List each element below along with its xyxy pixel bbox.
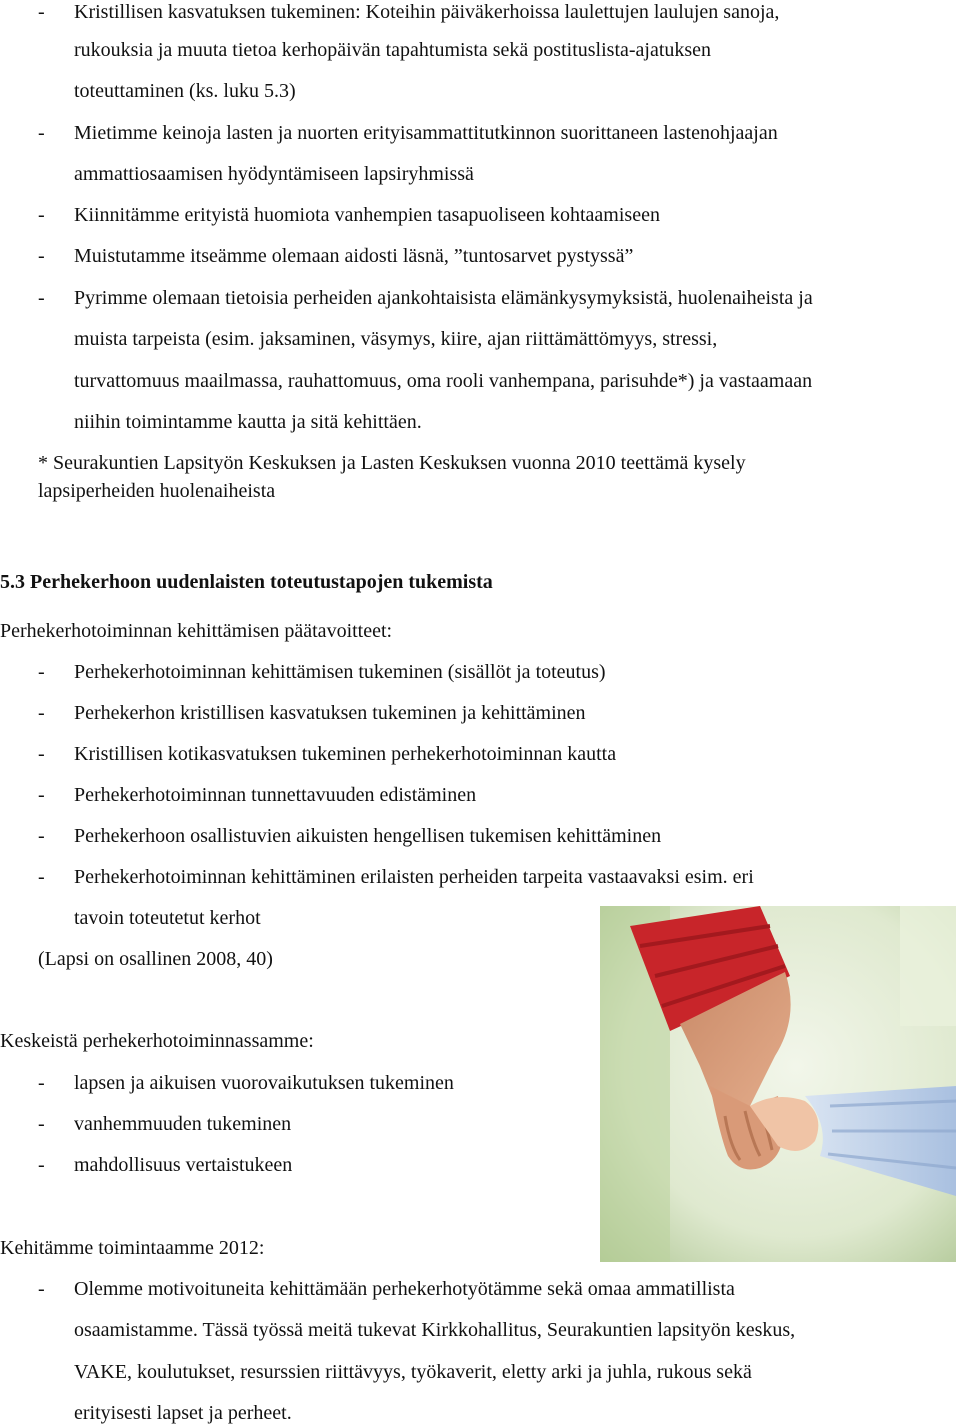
list-dash: - [38,661,45,683]
list-dash: - [38,702,45,724]
list-text: Perhekerhotoiminnan kehittäminen erilaisten perheiden tarpeita vastaavaksi esim. eri [74,866,754,888]
list-text: Muistutamme itseämme olemaan aidosti läsnä, ”tuntosarvet pystyssä” [74,245,634,267]
list-text: Perhekerhotoiminnan tunnettavuuden edistäminen [74,784,477,806]
holding-hands-photo [600,906,956,1262]
list-dash: - [38,245,45,267]
hands-illustration [600,906,956,1262]
list-text: Kiinnitämme erityistä huomiota vanhempien tasapuoliseen kohtaamiseen [74,204,660,226]
list-dash: - [38,1278,45,1300]
list-text: mahdollisuus vertaistukeen [74,1154,293,1176]
list-dash: - [38,743,45,765]
development-heading: Kehitämme toimintaamme 2012: [0,1237,265,1259]
list-dash: - [38,1154,45,1176]
list-text: Pyrimme olemaan tietoisia perheiden ajankohtaisista elämänkysymyksistä, huolenaiheista ja [74,287,813,309]
text-line: muista tarpeista (esim. jaksaminen, väsymys, kiire, ajan riittämättömyys, stressi, [74,328,718,350]
text-line: rukouksia ja muuta tietoa kerhopäivän tapahtumista sekä postituslista-ajatuksen [74,39,712,61]
list-text: lapsen ja aikuisen vuorovaikutuksen tukeminen [74,1072,454,1094]
text-line: tavoin toteutetut kerhot [74,907,261,929]
text-line: osaamistamme. Tässä työssä meitä tukevat Kirkkohallitus, Seurakuntien lapsityön keskus, [74,1319,796,1341]
list-dash: - [38,825,45,847]
list-dash: - [38,122,45,144]
text-line: turvattomuus maailmassa, rauhattomuus, oma rooli vanhempana, parisuhde*) ja vastaamaan [74,370,813,392]
list-dash: - [38,1113,45,1135]
text-line: ammattiosaamisen hyödyntämiseen lapsiryhmissä [74,163,474,185]
text-line: toteuttaminen (ks. luku 5.3) [74,80,296,102]
text-line: VAKE, koulutukset, resurssien riittävyys, työkaverit, eletty arki ja juhla, rukous sekä [74,1361,752,1383]
key-heading: Keskeistä perhekerhotoiminnassamme: [0,1030,314,1052]
list-text: Perhekerhoon osallistuvien aikuisten hengellisen tukemisen kehittäminen [74,825,662,847]
text-line: erityisesti lapset ja perheet. [74,1402,292,1424]
text-line: niihin toimintamme kautta ja sitä kehittäen. [74,411,422,433]
footnote: * Seurakuntien Lapsityön Keskuksen ja Lasten Keskuksen vuonna 2010 teettämä kysely [38,452,746,474]
citation: (Lapsi on osallinen 2008, 40) [38,948,273,970]
list-text: Olemme motivoituneita kehittämään perhekerhotyötämme sekä omaa ammatillista [74,1278,735,1300]
list-text: Perhekerhon kristillisen kasvatuksen tukeminen ja kehittäminen [74,702,586,724]
goals-intro: Perhekerhotoiminnan kehittämisen päätavoitteet: [0,620,393,642]
list-dash: - [38,1072,45,1094]
list-dash: - [38,287,45,309]
list-dash: - [38,204,45,226]
list-text: Kristillisen kasvatuksen tukeminen: Koteihin päiväkerhoissa laulettujen laulujen sanoja, [74,1,780,23]
list-dash: - [38,1,45,23]
list-text: Mietimme keinoja lasten ja nuorten erityisammattitutkinnon suorittaneen lastenohjaajan [74,122,778,144]
section-heading: 5.3 Perhekerhoon uudenlaisten toteutustapojen tukemista [0,571,493,593]
list-dash: - [38,784,45,806]
list-text: vanhemmuuden tukeminen [74,1113,292,1135]
list-dash: - [38,866,45,888]
footnote: lapsiperheiden huolenaiheista [38,480,276,502]
list-text: Kristillisen kotikasvatuksen tukeminen perhekerhotoiminnan kautta [74,743,617,765]
list-text: Perhekerhotoiminnan kehittämisen tukeminen (sisällöt ja toteutus) [74,661,606,683]
